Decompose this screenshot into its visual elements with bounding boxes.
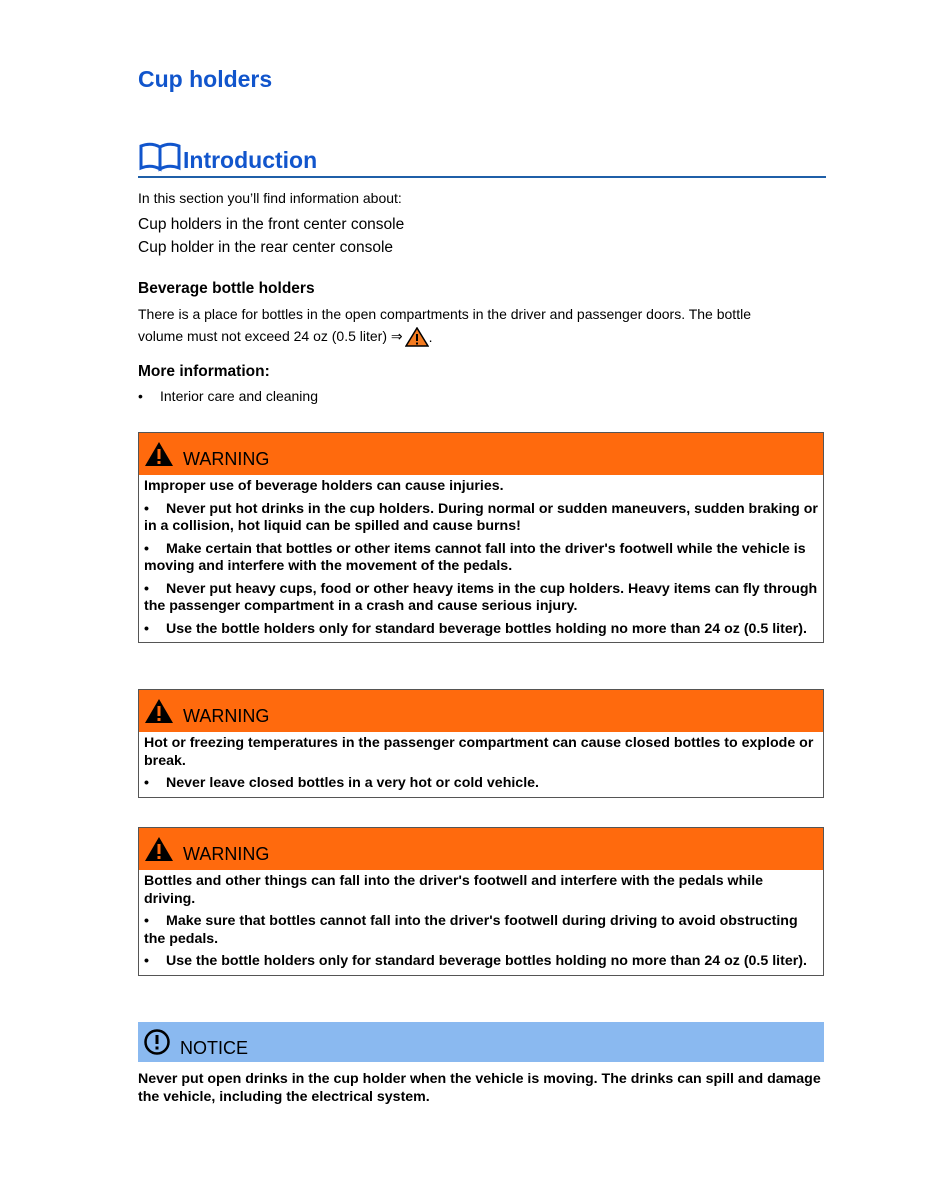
warning-bullet: • Use the bottle holders only for standard beverage bottles holding no more than 24 oz (0.5 liter).: [144, 620, 807, 637]
beverage-heading: Beverage bottle holders: [138, 280, 315, 297]
warning-box: [138, 827, 824, 976]
page-title: Cup holders: [138, 66, 273, 92]
notice-header: [138, 1022, 824, 1062]
beverage-text-line2-main: volume must not exceed 24 oz (0.5 liter) ⇒: [138, 328, 403, 344]
link-front-cup-holders[interactable]: Cup holders in the front center console: [138, 216, 405, 233]
introduction-header: [138, 138, 826, 178]
warning-triangle-icon: [144, 441, 174, 467]
warning-bullet: • Use the bottle holders only for standard beverage bottles holding no more than 24 oz (0.5 liter).: [144, 953, 807, 969]
warning-lead: Bottles and other things can fall into the driver's footwell and interfere with the pedals while driving.: [144, 873, 764, 907]
warning-box: [138, 689, 824, 798]
warning-header: [139, 433, 823, 475]
notice-label: NOTICE: [180, 1038, 249, 1058]
list-item[interactable]: • Interior care and cleaning: [138, 388, 318, 404]
warning-label: WARNING: [183, 706, 270, 726]
warning-header: [139, 828, 823, 870]
intro-lead: In this section you’ll find information about:: [138, 190, 402, 206]
warning-body: [139, 732, 823, 797]
warning-lead: Hot or freezing temperatures in the passenger compartment can cause closed bottles to explode or break.: [144, 735, 814, 769]
warning-label: WARNING: [183, 449, 270, 469]
warning-box: [138, 432, 824, 643]
warning-body: [139, 475, 823, 642]
warning-triangle-icon: [144, 836, 174, 862]
warning-body: [139, 870, 823, 975]
warning-bullet: • Never leave closed bottles in a very hot or cold vehicle.: [144, 775, 539, 791]
book-icon: [139, 140, 183, 172]
warning-header: [139, 690, 823, 732]
warning-label: WARNING: [183, 844, 270, 864]
more-info-heading: More information:: [138, 363, 270, 380]
warning-bullet: • Make certain that bottles or other items cannot fall into the driver's footwell while the vehicle is moving and interfere with the movement of the pedals.: [144, 540, 806, 574]
beverage-text-line2-end: .: [428, 329, 433, 345]
beverage-text-line2: [138, 327, 433, 347]
link-rear-cup-holder[interactable]: Cup holder in the rear center console: [138, 239, 394, 256]
introduction-heading: Introduction: [183, 147, 318, 173]
more-info-list: [138, 388, 318, 404]
exclamation-circle-icon: [143, 1028, 171, 1056]
beverage-text-line1: There is a place for bottles in the open compartments in the driver and passenger doors. The bottle: [138, 306, 751, 322]
warning-lead: Improper use of beverage holders can cause injuries.: [144, 478, 504, 494]
notice-text: Never put open drinks in the cup holder when the vehicle is moving. The drinks can spill and damage the vehicle, including the electrical system.: [138, 1071, 821, 1105]
warning-bullet: • Never put heavy cups, food or other heavy items in the cup holders. Heavy items can fly through the passenger compartment in a crash and cause serious injury.: [144, 580, 818, 614]
warning-bullet: • Never put hot drinks in the cup holders. During normal or sudden maneuvers, sudden braking or in a collision, hot liquid can be spilled and cause burns!: [144, 500, 818, 534]
warning-triangle-icon[interactable]: [405, 327, 429, 347]
warning-bullet: • Make sure that bottles cannot fall into the driver's footwell during driving to avoid obstructing the pedals.: [144, 913, 798, 947]
warning-triangle-icon: [144, 698, 174, 724]
